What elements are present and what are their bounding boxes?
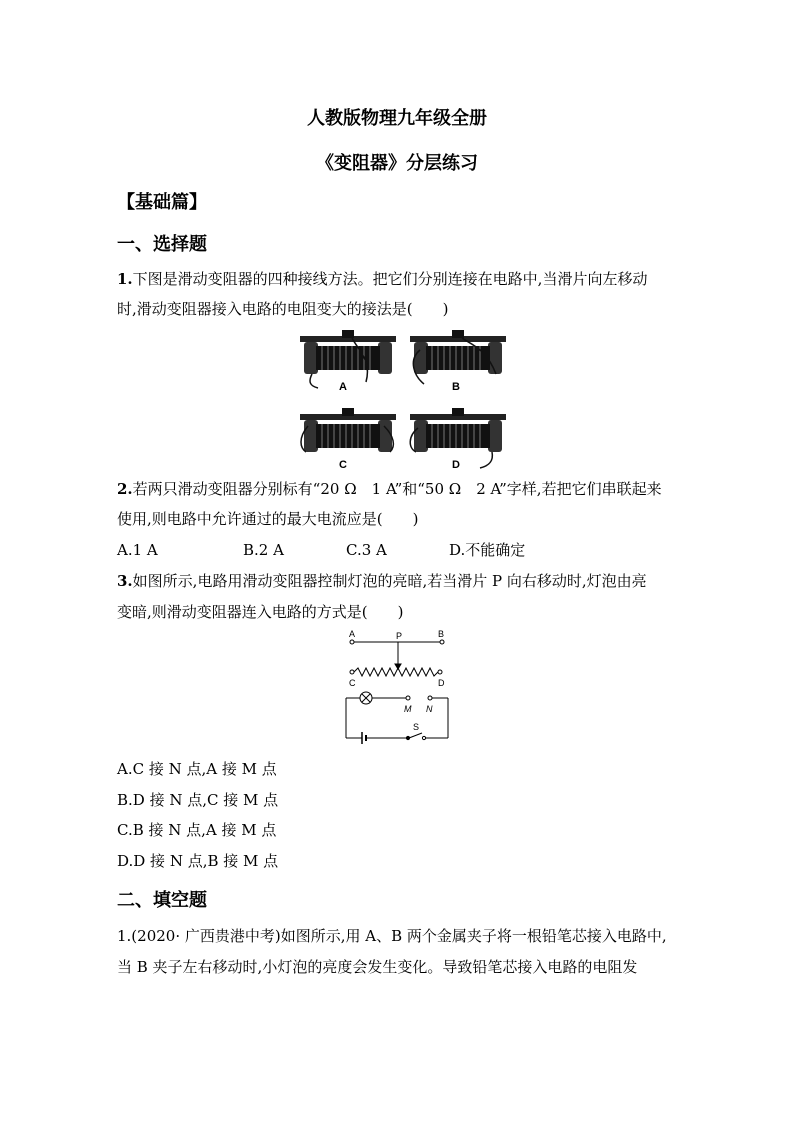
diagram-label-a: A	[349, 629, 356, 639]
q3-number: 3.	[117, 572, 133, 590]
q3-option-c: C.B 接 N 点,A 接 M 点	[117, 821, 277, 839]
switch-s	[409, 733, 422, 738]
q2-option-a: A.1 A	[117, 541, 158, 559]
q3-text1: 如图所示,电路用滑动变阻器控制灯泡的亮暗,若当滑片 P 向右移动时,灯泡由亮	[132, 572, 647, 590]
f1-line2: 当 B 夹子左右移动时,小灯泡的亮度会发生变化。导致铅笔芯接入电路的电阻发	[117, 958, 638, 976]
figure-label-a: A	[339, 381, 347, 393]
section-fill-heading: 二、填空题	[117, 890, 207, 911]
q1-line2: 时,滑动变阻器接入电路的电阻变大的接法是( )	[117, 300, 449, 318]
q2-line2: 使用,则电路中允许通过的最大电流应是( )	[117, 510, 419, 528]
terminal-n	[428, 696, 432, 700]
diagram-label-m: M	[404, 704, 412, 714]
level-heading: 【基础篇】	[117, 192, 207, 213]
figure-label-b: B	[452, 381, 460, 393]
q3-line1	[117, 566, 647, 596]
q1-number: 1.	[117, 270, 133, 288]
q3-option-d: D.D 接 N 点,B 接 M 点	[117, 852, 279, 870]
q1-line1	[117, 264, 647, 294]
q2-option-d: D.不能确定	[449, 541, 526, 559]
figure-label-d: D	[452, 459, 460, 471]
doc-subtitle: 《变阻器》分层练习	[316, 153, 478, 174]
diagram-label-b: B	[438, 629, 445, 639]
circuit-diagram	[330, 628, 460, 748]
q2-number: 2.	[117, 480, 133, 498]
q3-option-b: B.D 接 N 点,C 接 M 点	[117, 791, 279, 809]
diagram-label-p: P	[396, 631, 403, 641]
rheostat-figure	[290, 326, 510, 476]
q1-text1: 下图是滑动变阻器的四种接线方法。把它们分别连接在电路中,当滑片向左移动	[132, 270, 648, 288]
section-choice-heading: 一、选择题	[117, 234, 207, 255]
q2-option-c: C.3 A	[346, 541, 387, 559]
diagram-label-n: N	[426, 704, 433, 714]
f1-line1: 1.(2020· 广西贵港中考)如图所示,用 A、B 两个金属夹子将一根铅笔芯接入电路中,	[117, 927, 667, 945]
diagram-label-c: C	[349, 678, 356, 688]
q2-option-b: B.2 A	[243, 541, 284, 559]
terminal-m	[406, 696, 410, 700]
q3-line2: 变暗,则滑动变阻器连入电路的方式是( )	[117, 603, 404, 621]
q2-text1: 若两只滑动变阻器分别标有“20 Ω 1 A”和“50 Ω 2 A”字样,若把它们串联起来	[132, 480, 662, 498]
doc-title: 人教版物理九年级全册	[307, 108, 487, 129]
figure-label-c: C	[339, 459, 347, 471]
resistance-coil	[354, 668, 438, 676]
q2-line1	[117, 474, 662, 504]
q3-option-a: A.C 接 N 点,A 接 M 点	[117, 760, 277, 778]
rheostat-c	[300, 408, 396, 452]
rheostat-b	[410, 330, 506, 384]
rheostat-a	[300, 330, 396, 388]
diagram-label-d: D	[438, 678, 445, 688]
diagram-label-s: S	[413, 722, 420, 732]
